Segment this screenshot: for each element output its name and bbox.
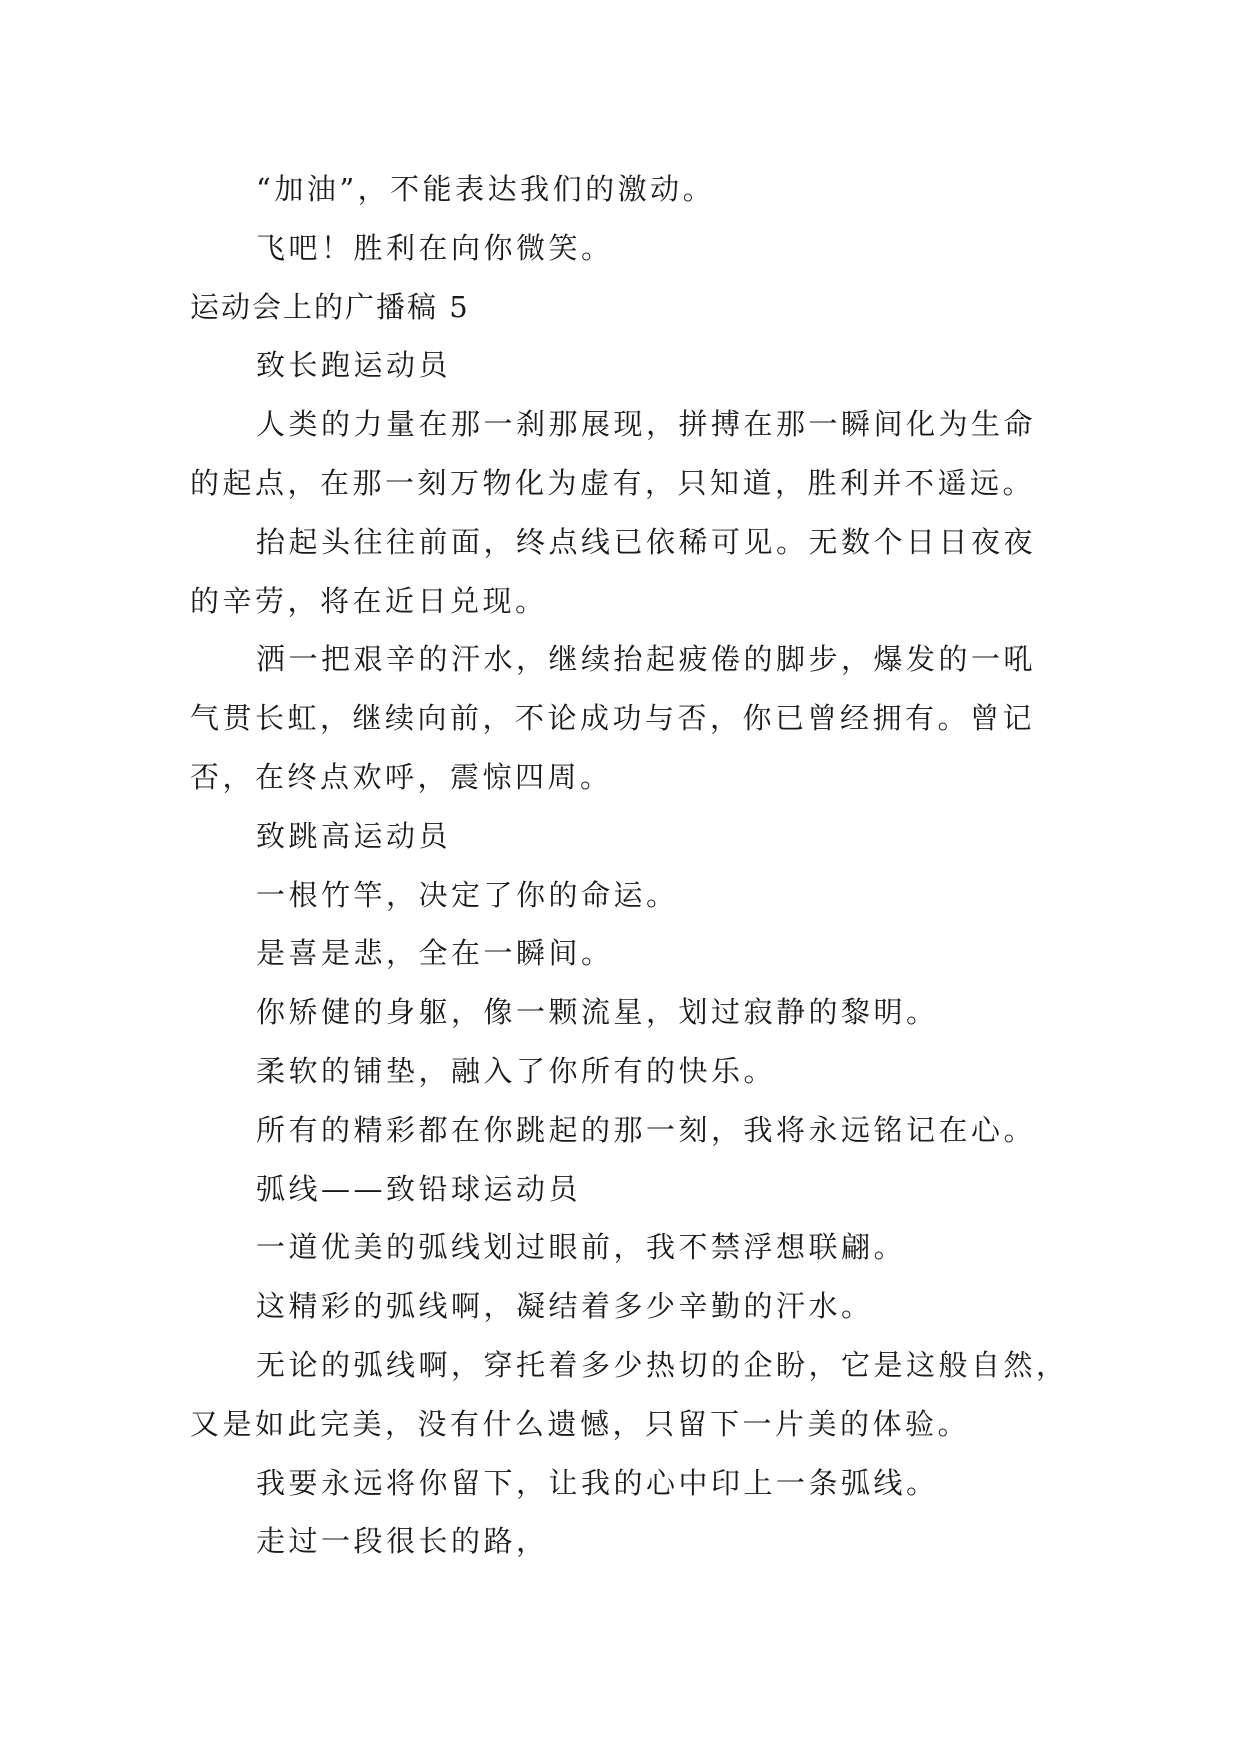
- paragraph-line: 走过一段很长的路，: [256, 1524, 549, 1559]
- paragraph-line: 气贯长虹，继续向前，不论成功与否，你已曾经拥有。曾记: [190, 701, 1036, 736]
- paragraph-line: 的起点，在那一刻万物化为虚有，只知道，胜利并不遥远。: [190, 465, 1036, 500]
- poem-title: 弧线——致铅球运动员: [256, 1171, 582, 1206]
- paragraph-line: 无论的弧线啊，穿托着多少热切的企盼，它是这般自然，: [256, 1347, 1069, 1382]
- paragraph-line: 你矫健的身躯，像一颗流星，划过寂静的黎明。: [256, 995, 939, 1030]
- paragraph-line: 所有的精彩都在你跳起的那一刻，我将永远铭记在心。: [256, 1112, 1037, 1147]
- poem-title: 致跳高运动员: [256, 818, 452, 853]
- paragraph-line: “加油”，不能表达我们的激动。: [256, 172, 716, 206]
- paragraph-line: 否，在终点欢呼，震惊四周。: [190, 759, 613, 794]
- paragraph-line: 飞吧！胜利在向你微笑。: [256, 230, 614, 265]
- paragraph-line: 的辛劳，将在近日兑现。: [190, 583, 548, 618]
- paragraph-line: 是喜是悲，全在一瞬间。: [256, 936, 614, 971]
- paragraph-line: 柔软的铺垫，融入了你所有的快乐。: [256, 1053, 777, 1088]
- paragraph-line: 人类的力量在那一刹那展现，拼搏在那一瞬间化为生命: [256, 407, 1037, 442]
- paragraph-line: 抬起头往往前面，终点线已依稀可见。无数个日日夜夜: [256, 524, 1037, 559]
- paragraph-line: 一道优美的弧线划过眼前，我不禁浮想联翩。: [256, 1230, 907, 1265]
- paragraph-line: 洒一把艰辛的汗水，继续抬起疲倦的脚步，爆发的一吼: [256, 642, 1037, 677]
- paragraph-line: 一根竹竿，决定了你的命运。: [256, 877, 679, 912]
- section-title: 运动会上的广播稿 5: [190, 289, 470, 324]
- paragraph-line: 又是如此完美，没有什么遗憾，只留下一片美的体验。: [190, 1406, 971, 1441]
- paragraph-line: 这精彩的弧线啊，凝结着多少辛勤的汗水。: [256, 1289, 874, 1324]
- paragraph-line: 我要永远将你留下，让我的心中印上一条弧线。: [256, 1465, 939, 1500]
- document-body: [190, 160, 1070, 1571]
- poem-title: 致长跑运动员: [256, 348, 452, 383]
